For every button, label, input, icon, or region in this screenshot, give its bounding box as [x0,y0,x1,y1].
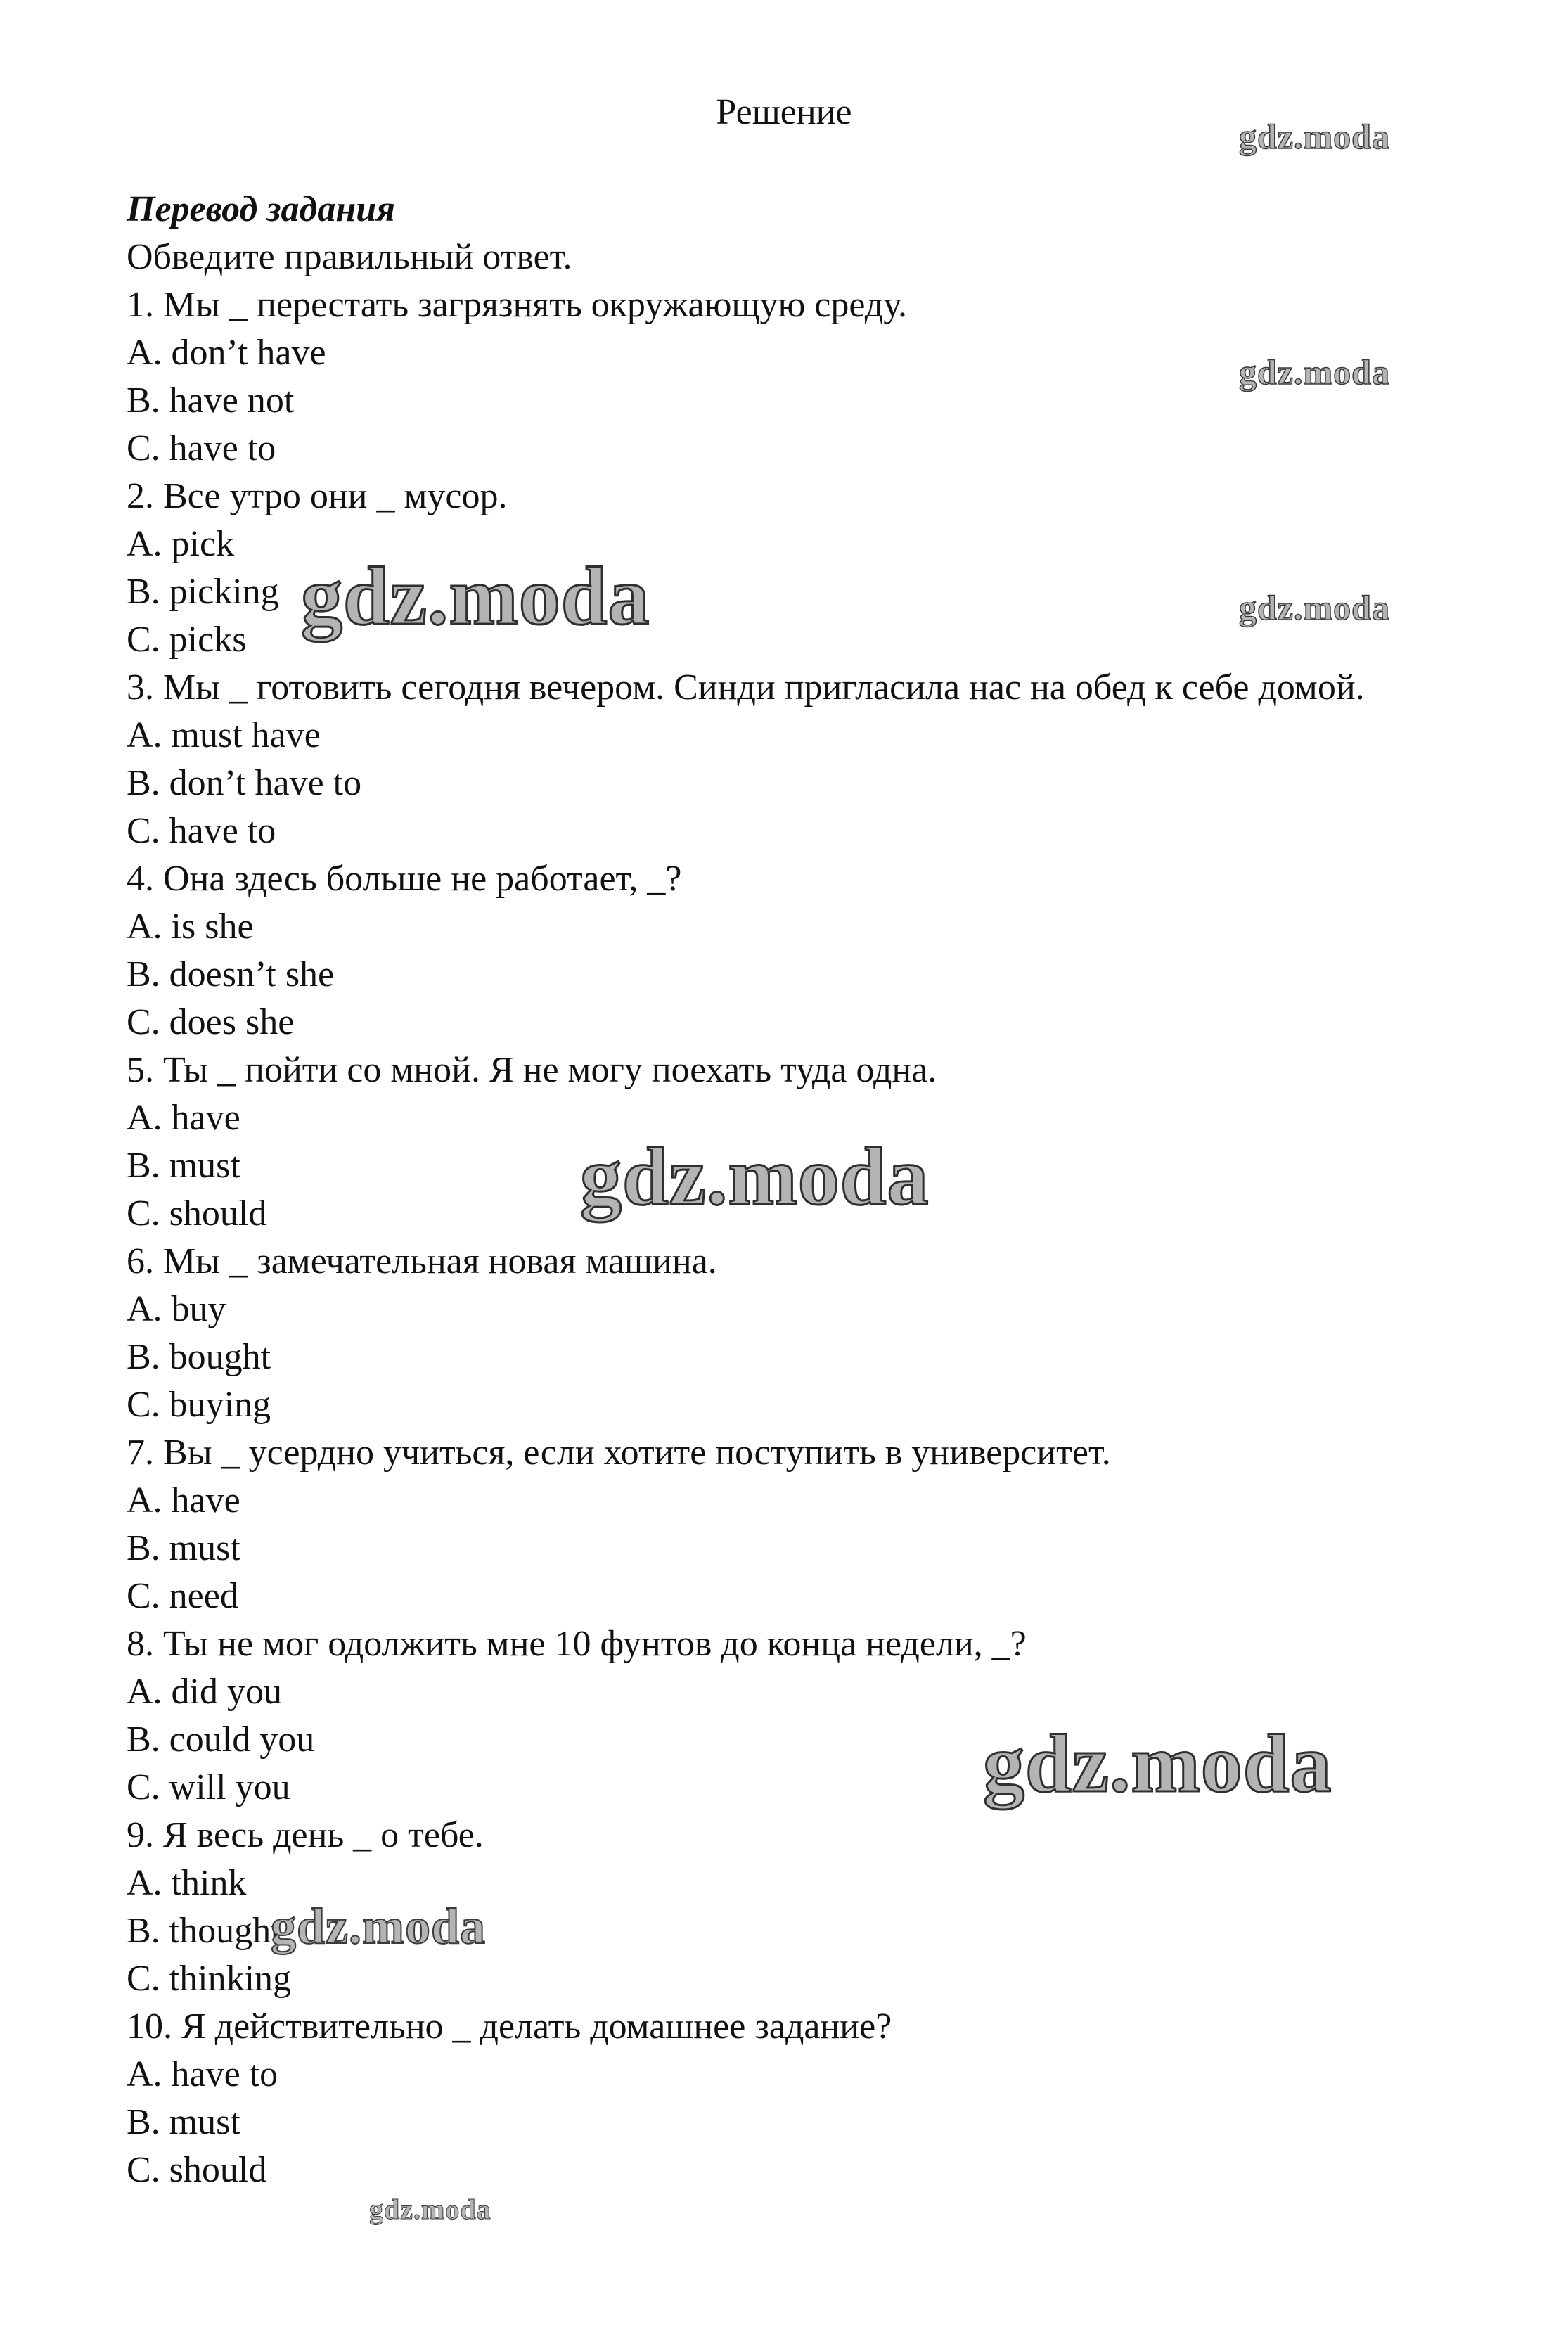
answer-option: A. must have [127,715,321,755]
answer-option: A. think [127,1863,247,1903]
answer-option: C. buying [127,1385,271,1425]
answer-option: C. does she [127,1002,295,1042]
question-prompt: 1. Мы _ перестать загрязнять окружающую среду. [127,285,908,325]
answer-option: A. is she [127,907,254,947]
watermark: gdz.moda [1239,117,1390,156]
answer-option: B. must [127,1146,240,1186]
answer-option: A. have [127,1480,240,1520]
page-heading: Решение [716,92,852,132]
answer-option: C. have to [127,811,276,851]
answer-option: A. have [127,1098,240,1138]
watermark: gdz.moda [271,1898,487,1954]
question-prompt: 6. Мы _ замечательная новая машина. [127,1241,717,1281]
answer-option: C. picks [127,620,247,660]
answer-option: C. thinking [127,1959,292,1999]
question-prompt: 4. Она здесь больше не работает, _? [127,859,682,899]
watermark: gdz.moda [301,550,650,642]
watermark: gdz.moda [983,1717,1332,1810]
section-subtitle: Перевод задания [127,189,395,229]
answer-option: C. have to [127,428,276,468]
answer-option: B. have not [127,380,295,421]
question-prompt: 8. Ты не мог одолжить мне 10 фунтов до конца недели, _? [127,1624,1027,1664]
question-prompt: 9. Я весь день _ о тебе. [127,1815,484,1855]
answer-option: A. pick [127,524,235,564]
question-6 [127,1238,1448,1429]
answer-option: C. will you [127,1767,290,1807]
answer-option: B. must [127,1528,240,1568]
answer-option: B. don’t have to [127,763,362,803]
watermark: gdz.moda [580,1130,930,1222]
watermark: gdz.moda [1239,588,1390,627]
answer-option: C. should [127,2150,267,2190]
question-prompt: 7. Вы _ усердно учиться, если хотите поступить в университет. [127,1433,1111,1473]
answer-option: B. could you [127,1719,315,1760]
watermark: gdz.moda [369,2193,491,2225]
question-10 [127,2003,1448,2194]
question-7 [127,1429,1448,1620]
answer-option: B. picking [127,572,279,612]
answer-option: B. bought [127,1337,271,1377]
answer-option: B. thought [127,1911,281,1951]
answer-option: A. have to [127,2054,278,2094]
instruction-text: Обведите правильный ответ. [127,237,572,277]
question-4 [127,855,1448,1046]
question-prompt: 3. Мы _ готовить сегодня вечером. Синди пригласила нас на обед к себе домой. [127,667,1365,707]
watermark: gdz.moda [1239,352,1390,392]
answer-option: A. did you [127,1672,282,1712]
answer-option: C. should [127,1193,267,1234]
answer-option: C. need [127,1576,238,1616]
answer-option: A. buy [127,1289,226,1329]
question-prompt: 5. Ты _ пойти со мной. Я не могу поехать туда одна. [127,1050,937,1090]
answer-option: B. must [127,2102,240,2142]
answer-option: B. doesn’t she [127,954,335,994]
question-prompt: 10. Я действительно _ делать домашнее задание? [127,2006,892,2047]
question-prompt: 2. Все утро они _ мусор. [127,476,508,516]
answer-option: A. don’t have [127,333,326,373]
question-3 [127,664,1448,855]
